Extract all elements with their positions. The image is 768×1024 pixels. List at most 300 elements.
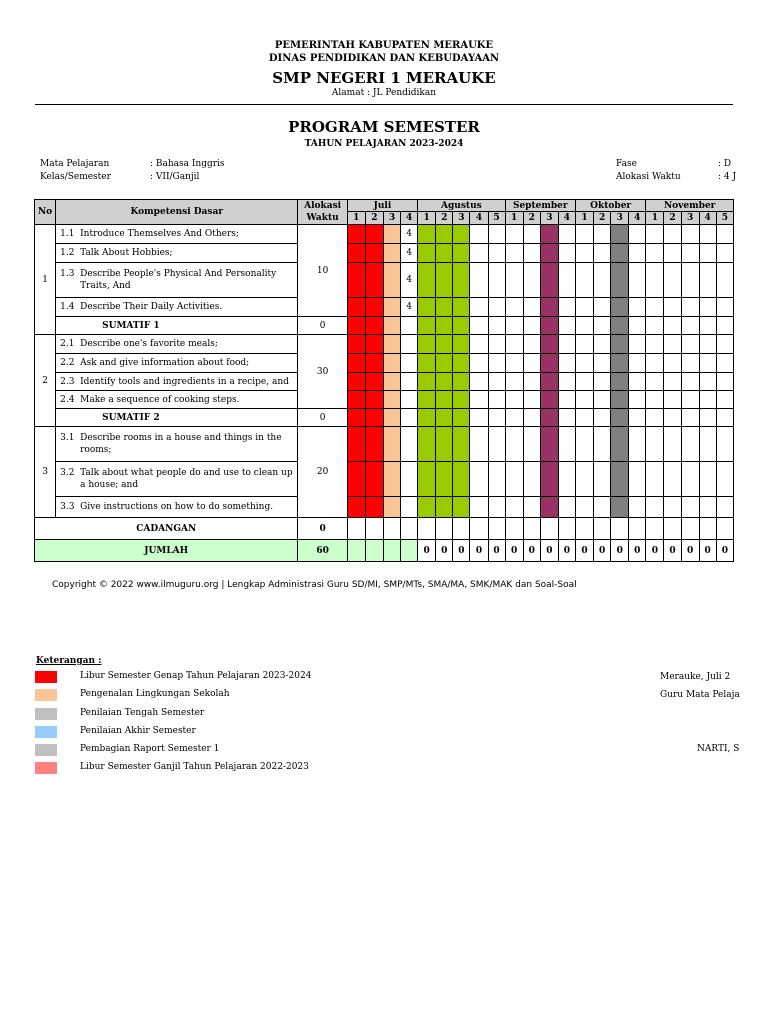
week-cell [558, 391, 575, 409]
class-value: : VII/Ganjil [150, 172, 200, 182]
week-cell [347, 427, 365, 462]
week-cell [575, 335, 593, 354]
time-allocation-label: Alokasi Waktu [616, 172, 681, 182]
week-cell: 4 [401, 263, 418, 298]
week-cell [347, 373, 365, 391]
week-cell [347, 317, 365, 335]
week-cell [401, 354, 418, 373]
week-cell [488, 373, 505, 391]
week-cell [629, 427, 646, 462]
total-value: 60 [298, 540, 347, 562]
week-cell [664, 335, 681, 354]
week-cell [347, 462, 365, 497]
week-cell [453, 462, 470, 497]
week-cell [594, 409, 611, 427]
week-cell [594, 225, 611, 244]
school-name: SMP NEGERI 1 MERAUKE [272, 69, 496, 87]
group-number: 2 [35, 335, 56, 427]
week-cell [418, 409, 436, 427]
competency-number: 1.1 [60, 229, 75, 239]
week-cell [646, 518, 664, 540]
week-number: 3 [681, 212, 699, 225]
competency-number: 2.4 [60, 394, 75, 405]
legend-label: Pembagian Raport Semester 1 [80, 744, 220, 754]
week-cell [664, 518, 681, 540]
week-cell [594, 497, 611, 518]
table-row [35, 391, 734, 409]
week-cell [681, 263, 699, 298]
week-cell [664, 298, 681, 317]
competency-cell [56, 335, 298, 354]
week-cell [681, 373, 699, 391]
week-cell [646, 462, 664, 497]
table-row [35, 225, 734, 244]
reserve-label: CADANGAN [35, 518, 298, 540]
week-cell [699, 244, 716, 263]
week-cell [594, 263, 611, 298]
week-number: 3 [453, 212, 470, 225]
month-header: September [505, 200, 575, 212]
week-cell [418, 244, 436, 263]
week-number: 5 [488, 212, 505, 225]
competency-text: Identify tools and ingredients in a recipe, and [80, 376, 289, 387]
col-alokasi-header: Alokasi Waktu [298, 200, 347, 225]
week-cell [611, 373, 629, 391]
week-cell [664, 497, 681, 518]
week-cell [523, 263, 540, 298]
competency-text: Ask and give information about food; [80, 358, 250, 368]
week-cell [436, 335, 453, 354]
week-cell [365, 298, 383, 317]
week-cell [540, 518, 558, 540]
week-cell [383, 244, 400, 263]
group-number: 3 [35, 427, 56, 518]
week-cell [470, 373, 488, 391]
week-total: 0 [594, 540, 611, 562]
week-cell [716, 409, 733, 427]
competency-number: 1.2 [60, 248, 75, 258]
competency-number: 3.1 [60, 433, 75, 443]
col-no-header: No [35, 200, 56, 225]
week-cell [470, 409, 488, 427]
week-cell [436, 409, 453, 427]
week-cell [470, 317, 488, 335]
week-number: 3 [540, 212, 558, 225]
week-number: 4 [470, 212, 488, 225]
week-cell [365, 427, 383, 462]
week-cell [611, 518, 629, 540]
week-cell [347, 497, 365, 518]
week-cell [575, 391, 593, 409]
week-cell [646, 298, 664, 317]
week-number: 2 [523, 212, 540, 225]
competency-cell [56, 298, 298, 317]
week-cell [540, 497, 558, 518]
week-cell [401, 317, 418, 335]
week-cell [664, 263, 681, 298]
sumatif-label: SUMATIF 1 [56, 317, 298, 335]
week-cell [681, 518, 699, 540]
week-cell [664, 225, 681, 244]
table-row [35, 462, 734, 497]
week-cell [716, 497, 733, 518]
week-cell [401, 335, 418, 354]
week-cell [505, 335, 523, 354]
week-cell [523, 462, 540, 497]
competency-cell [56, 373, 298, 391]
week-total: 0 [664, 540, 681, 562]
table-row [35, 427, 734, 462]
legend-swatch [35, 689, 57, 701]
legend-swatch [35, 762, 57, 774]
week-cell [453, 391, 470, 409]
week-cell [383, 518, 400, 540]
week-cell [418, 373, 436, 391]
week-total: 0 [453, 540, 470, 562]
week-cell [505, 354, 523, 373]
competency-text: Describe rooms in a house and things in the rooms; [80, 433, 282, 455]
week-cell [436, 298, 453, 317]
time-allocation-value: : 4 J [718, 172, 737, 182]
week-cell [540, 373, 558, 391]
subject-value: : Bahasa Inggris [150, 159, 225, 169]
week-total: 0 [523, 540, 540, 562]
week-number: 2 [436, 212, 453, 225]
week-cell [681, 244, 699, 263]
week-cell [558, 497, 575, 518]
week-cell [505, 427, 523, 462]
week-cell: 4 [401, 298, 418, 317]
total-row [35, 540, 734, 562]
week-cell [664, 391, 681, 409]
sumatif-allocation: 0 [298, 409, 347, 427]
week-total: 0 [699, 540, 716, 562]
week-cell [365, 317, 383, 335]
week-cell [488, 263, 505, 298]
week-cell [383, 354, 400, 373]
week-cell [575, 497, 593, 518]
week-cell [681, 427, 699, 462]
week-cell [611, 263, 629, 298]
week-cell [523, 391, 540, 409]
week-cell [365, 263, 383, 298]
phase-value: : D [718, 159, 732, 169]
week-cell [575, 518, 593, 540]
week-cell [699, 335, 716, 354]
signature-role: Guru Mata Pelaja [660, 690, 740, 700]
week-cell [575, 354, 593, 373]
week-cell [699, 518, 716, 540]
week-cell [681, 409, 699, 427]
week-cell [681, 354, 699, 373]
week-cell [594, 462, 611, 497]
week-cell [505, 317, 523, 335]
week-cell [716, 335, 733, 354]
week-cell [681, 462, 699, 497]
competency-text: Talk about what people do and use to clean up a house; and [80, 468, 293, 490]
total-label: JUMLAH [35, 540, 298, 562]
week-cell [699, 409, 716, 427]
week-cell [594, 298, 611, 317]
signature-place-date: Merauke, Juli 2 [660, 672, 731, 682]
week-cell [470, 263, 488, 298]
week-cell [540, 409, 558, 427]
week-cell [699, 298, 716, 317]
legend-swatch [35, 744, 57, 756]
week-cell [646, 409, 664, 427]
week-cell [716, 298, 733, 317]
week-cell [470, 518, 488, 540]
week-cell [401, 497, 418, 518]
competency-text: Describe one's favorite meals; [80, 339, 218, 349]
week-cell [558, 298, 575, 317]
week-cell [436, 497, 453, 518]
week-cell [611, 497, 629, 518]
week-cell [540, 354, 558, 373]
legend-label: Pengenalan Lingkungan Sekolah [80, 689, 230, 699]
week-cell [453, 244, 470, 263]
week-cell [716, 263, 733, 298]
week-cell [699, 497, 716, 518]
week-cell [629, 317, 646, 335]
week-cell [629, 263, 646, 298]
week-cell [611, 462, 629, 497]
week-cell [575, 462, 593, 497]
competency-text: Talk About Hobbies; [80, 248, 173, 258]
week-cell [646, 391, 664, 409]
week-cell [488, 335, 505, 354]
legend-swatch [35, 671, 57, 683]
week-cell [575, 427, 593, 462]
week-cell [629, 354, 646, 373]
week-cell [629, 225, 646, 244]
week-cell [540, 263, 558, 298]
week-total [347, 540, 365, 562]
week-cell [523, 317, 540, 335]
week-cell [347, 409, 365, 427]
legend-title: Keterangan : [36, 656, 102, 666]
week-cell [470, 244, 488, 263]
week-cell [699, 373, 716, 391]
week-cell [347, 335, 365, 354]
week-number: 2 [365, 212, 383, 225]
week-cell [418, 518, 436, 540]
week-cell [681, 497, 699, 518]
week-cell [699, 391, 716, 409]
week-cell: 4 [401, 244, 418, 263]
week-cell [470, 298, 488, 317]
week-cell [699, 427, 716, 462]
week-cell [594, 335, 611, 354]
week-cell [611, 225, 629, 244]
week-cell [594, 317, 611, 335]
header-row [35, 200, 734, 212]
week-cell [594, 518, 611, 540]
week-cell [540, 244, 558, 263]
week-cell [558, 335, 575, 354]
month-header: November [646, 200, 734, 212]
week-cell [575, 225, 593, 244]
week-cell [365, 391, 383, 409]
week-cell [575, 298, 593, 317]
week-cell [418, 427, 436, 462]
week-cell [540, 335, 558, 354]
week-cell [347, 391, 365, 409]
week-cell [611, 409, 629, 427]
week-total: 0 [505, 540, 523, 562]
time-allocation: 30 [298, 335, 347, 409]
week-total: 0 [558, 540, 575, 562]
copyright-notice: Copyright © 2022 www.ilmuguru.org | Lengkap Administrasi Guru SD/MI, SMP/MTs, SMA/MA, SMK/MAK dan Soal-Soal [52, 580, 577, 590]
week-cell [646, 317, 664, 335]
week-cell [681, 317, 699, 335]
week-cell [664, 354, 681, 373]
week-cell [347, 244, 365, 263]
week-cell [575, 244, 593, 263]
week-number: 1 [646, 212, 664, 225]
week-cell [470, 391, 488, 409]
week-cell [488, 317, 505, 335]
week-cell [540, 298, 558, 317]
week-number: 4 [629, 212, 646, 225]
sumatif-row [35, 409, 734, 427]
week-cell [594, 354, 611, 373]
week-total: 0 [646, 540, 664, 562]
week-cell [365, 462, 383, 497]
week-number: 2 [594, 212, 611, 225]
week-cell [470, 225, 488, 244]
col-kd-header: Kompetensi Dasar [56, 200, 298, 225]
week-cell [505, 462, 523, 497]
sumatif-allocation: 0 [298, 317, 347, 335]
week-cell [365, 335, 383, 354]
week-cell [575, 263, 593, 298]
week-cell [383, 497, 400, 518]
week-cell [699, 317, 716, 335]
week-cell [365, 409, 383, 427]
week-cell [470, 497, 488, 518]
week-cell [716, 354, 733, 373]
week-cell [453, 409, 470, 427]
competency-number: 2.3 [60, 376, 75, 387]
week-cell [664, 427, 681, 462]
week-cell [436, 518, 453, 540]
table-row [35, 244, 734, 263]
week-cell [505, 391, 523, 409]
week-cell [646, 263, 664, 298]
week-cell [470, 335, 488, 354]
week-total [401, 540, 418, 562]
week-cell [558, 354, 575, 373]
week-cell [646, 335, 664, 354]
legend-label: Penilaian Akhir Semester [80, 726, 196, 736]
competency-text: Describe People's Physical And Personality Traits, And [80, 269, 277, 291]
week-cell [505, 244, 523, 263]
week-cell [558, 373, 575, 391]
phase-label: Fase [616, 159, 637, 169]
week-cell [365, 518, 383, 540]
week-total [365, 540, 383, 562]
week-cell [681, 335, 699, 354]
week-number: 1 [575, 212, 593, 225]
competency-number: 2.2 [60, 358, 75, 368]
legend-label: Penilaian Tengah Semester [80, 708, 205, 718]
week-cell [488, 427, 505, 462]
week-total: 0 [470, 540, 488, 562]
week-cell [594, 427, 611, 462]
week-total: 0 [418, 540, 436, 562]
week-cell [453, 427, 470, 462]
table-row [35, 335, 734, 354]
week-cell [664, 462, 681, 497]
week-cell [401, 518, 418, 540]
week-total: 0 [488, 540, 505, 562]
week-cell [611, 354, 629, 373]
week-cell [418, 462, 436, 497]
week-cell [558, 518, 575, 540]
gov-header: PEMERINTAH KABUPATEN MERAUKE [274, 40, 494, 51]
week-cell [716, 462, 733, 497]
semester-program-table [34, 199, 734, 562]
week-cell [488, 244, 505, 263]
week-cell [664, 409, 681, 427]
week-cell [365, 354, 383, 373]
week-cell [611, 317, 629, 335]
week-number: 1 [418, 212, 436, 225]
competency-cell [56, 244, 298, 263]
week-total: 0 [681, 540, 699, 562]
week-number: 1 [347, 212, 365, 225]
week-cell [436, 427, 453, 462]
week-number: 1 [505, 212, 523, 225]
week-cell [558, 244, 575, 263]
week-cell [558, 462, 575, 497]
week-cell [558, 263, 575, 298]
week-cell [594, 244, 611, 263]
week-cell [699, 225, 716, 244]
week-cell [540, 462, 558, 497]
week-cell [558, 225, 575, 244]
week-cell [629, 497, 646, 518]
week-cell [418, 298, 436, 317]
week-cell [488, 391, 505, 409]
week-cell [523, 225, 540, 244]
week-cell [488, 298, 505, 317]
week-cell [365, 373, 383, 391]
competency-cell [56, 391, 298, 409]
week-cell [523, 354, 540, 373]
competency-cell [56, 427, 298, 462]
competency-text: Describe Their Daily Activities. [80, 302, 223, 312]
week-cell [453, 263, 470, 298]
competency-cell [56, 225, 298, 244]
table-row [35, 298, 734, 317]
week-cell [629, 462, 646, 497]
week-cell [418, 391, 436, 409]
week-cell [629, 391, 646, 409]
week-number: 4 [401, 212, 418, 225]
competency-text: Make a sequence of cooking steps. [80, 394, 240, 405]
week-cell [523, 373, 540, 391]
week-cell [523, 244, 540, 263]
week-cell [347, 354, 365, 373]
week-cell [629, 244, 646, 263]
week-cell [453, 518, 470, 540]
week-cell [383, 373, 400, 391]
week-cell [575, 317, 593, 335]
week-cell [365, 497, 383, 518]
week-cell [505, 409, 523, 427]
